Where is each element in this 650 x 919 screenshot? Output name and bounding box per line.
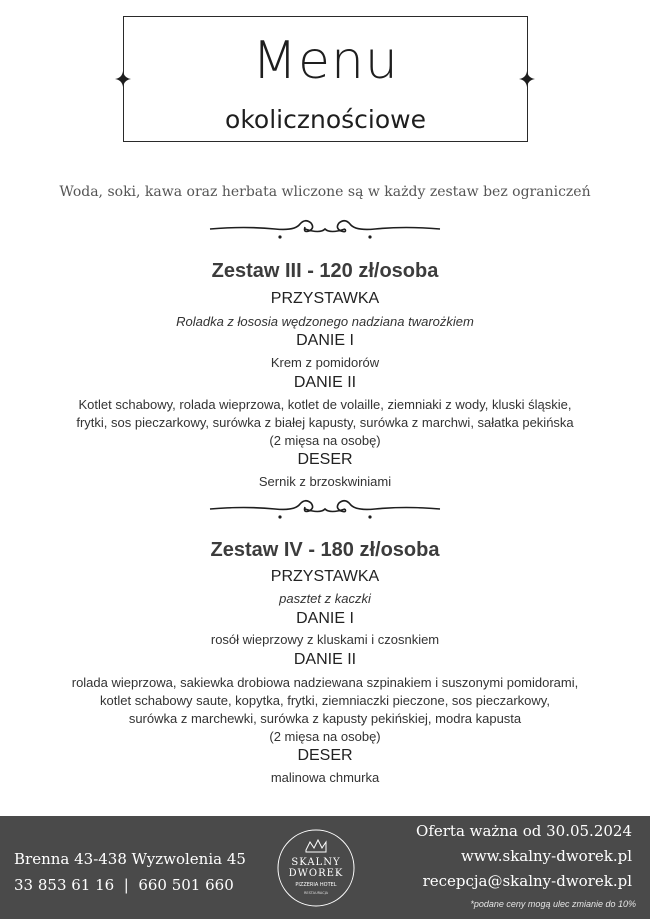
set-3-course-label: DANIE I — [296, 332, 354, 349]
set-3-course-label: PRZYSTAWKA — [270, 290, 380, 307]
svg-text:PIZZERIA HOTEL: PIZZERIA HOTEL — [295, 882, 337, 888]
set-4-course-item: kotlet schabowy saute, kopytka, frytki, ziemniaczki pieczone, sos pieczarkowy, — [100, 693, 550, 708]
address: Brenna 43-438 Wyzwolenia 45 — [14, 850, 246, 868]
set-4-course-item: pasztet z kaczki — [279, 591, 371, 606]
svg-text:DWOREK: DWOREK — [288, 868, 344, 879]
set-4-course-item: malinowa chmurka — [270, 770, 380, 785]
set-3-course-item: Roladka z łososia wędzonego nadziana twarożkiem — [176, 314, 474, 329]
set-4-course-item: rosół wieprzowy z kluskami i czosnkiem — [210, 632, 440, 647]
set-3-course-item: frytki, sos pieczarkowy, surówka z białej kapusty, surówka z marchwi, sałatka pekińska — [76, 415, 574, 430]
set-3-course-label: DANIE II — [293, 374, 357, 391]
set-4-course-item: rolada wieprzowa, sakiewka drobiowa nadziewana szpinakiem i suszonymi pomidorami, — [71, 675, 579, 690]
set-3-title: Zestaw III - 120 zł/osoba — [211, 260, 439, 282]
set-4-course-label: PRZYSTAWKA — [270, 568, 380, 585]
offer-date: Oferta ważna od 30.05.2024 — [416, 822, 632, 840]
set-4-course-item: surówka z marchewki, surówka z kapusty pekińskiej, modra kapusta — [128, 711, 522, 726]
flourish-icon — [205, 214, 445, 244]
price-note: *podane ceny mogą ulec zmianie do 10% — [470, 899, 636, 909]
set-3-course-item: Sernik z brzoskwiniami — [258, 474, 392, 489]
footer — [0, 816, 650, 919]
set-4-course-label: DESER — [297, 747, 353, 764]
menu-title: Menu — [252, 31, 399, 91]
phone-numbers: 33 853 61 16 | 660 501 660 — [14, 876, 234, 894]
svg-text:RESTAURACJA: RESTAURACJA — [303, 891, 329, 895]
svg-text:SKALNY: SKALNY — [291, 857, 341, 868]
menu-subtitle: okolicznościowe — [225, 105, 426, 134]
set-3-course-item: Krem z pomidorów — [270, 355, 380, 370]
flourish-icon — [205, 494, 445, 524]
tagline: Woda, soki, kawa oraz herbata wliczone są w każdy zestaw bez ograniczeń — [59, 184, 591, 200]
set-4-course-label: DANIE II — [293, 651, 357, 668]
email-link[interactable]: recepcja@skalny-dworek.pl — [422, 872, 632, 890]
set-4-title: Zestaw IV - 180 zł/osoba — [210, 539, 440, 561]
set-4-course-item: (2 mięsa na osobę) — [269, 729, 381, 744]
website-link[interactable]: www.skalny-dworek.pl — [460, 847, 632, 865]
set-3-course-item: Kotlet schabowy, rolada wieprzowa, kotlet de volaille, ziemniaki z wody, kluski śląskie, — [78, 397, 572, 412]
skalny-dworek-logo-icon — [276, 828, 356, 908]
title-box — [123, 16, 528, 142]
sparkle-right-icon — [519, 71, 535, 87]
ornament-divider-top — [0, 214, 650, 249]
ornament-divider-middle — [0, 494, 650, 529]
set-4-course-label: DANIE I — [296, 610, 354, 627]
set-3-course-item: (2 mięsa na osobę) — [269, 433, 381, 448]
set-3-course-label: DESER — [297, 451, 353, 468]
sparkle-left-icon — [115, 71, 131, 87]
